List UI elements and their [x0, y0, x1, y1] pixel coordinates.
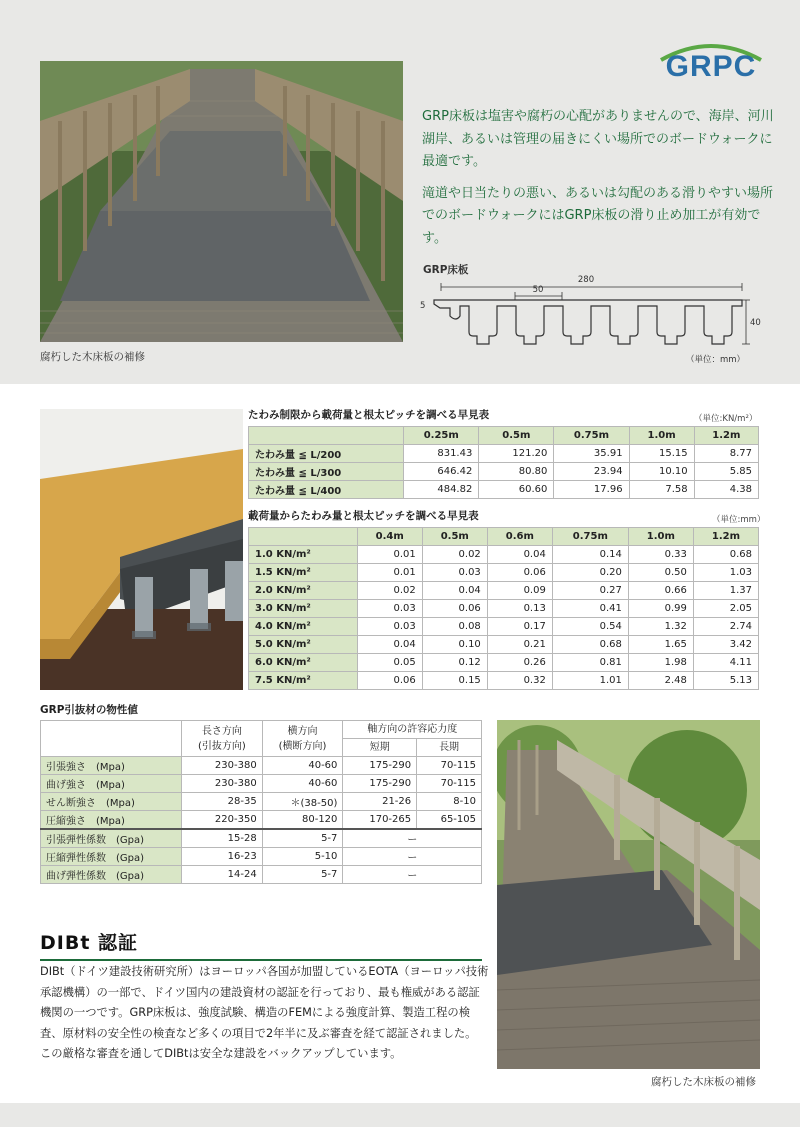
table-cell: 8.77: [694, 445, 758, 463]
table-cell: 5-7: [262, 866, 343, 884]
table-header-row: [249, 528, 759, 546]
table-cell: 80-120: [262, 811, 343, 830]
column-header: [249, 427, 404, 445]
table-cell: 7.58: [629, 481, 694, 499]
dibt-body: [40, 962, 490, 1065]
table-cell: 1.01: [552, 672, 628, 690]
bottom-photo-caption: 腐朽した木床板の補修: [651, 1076, 756, 1088]
table-row: [41, 866, 482, 884]
table-cell: 0.04: [487, 546, 552, 564]
intro-paragraph-2: 滝道や日当たりの悪い、あるいは勾配のある滑りやすい場所でのボードウォークにはGRP床板の滑り止め加工が有効です。: [422, 185, 774, 246]
table-cell: 15.15: [629, 445, 694, 463]
row-header: [41, 775, 182, 793]
table-row: [249, 445, 759, 463]
column-header: 0.75m: [554, 427, 629, 445]
row-header: [41, 793, 182, 811]
table-row: [249, 636, 759, 654]
table-cell: 17.96: [554, 481, 629, 499]
column-header: 0.5m: [422, 528, 487, 546]
row-header: [41, 848, 182, 866]
table-cell: 21-26: [343, 793, 417, 811]
table-cell: 80.80: [479, 463, 554, 481]
row-header: 5.0 KN/m²: [249, 636, 358, 654]
dibt-title: DIBt 認証: [40, 928, 482, 961]
grp-deck-photo: [40, 409, 243, 690]
table-cell: 646.42: [404, 463, 479, 481]
table-row: [249, 546, 759, 564]
property-unit: (Mpa): [96, 762, 125, 773]
table-cell: 60.60: [479, 481, 554, 499]
column-header: 0.75m: [552, 528, 628, 546]
table-cell: 10.10: [629, 463, 694, 481]
column-header: 0.6m: [487, 528, 552, 546]
table-row: [41, 775, 482, 793]
table-row: [249, 564, 759, 582]
table-cell: 65-105: [417, 811, 482, 830]
table-header-row: [249, 427, 759, 445]
table-cell: 0.08: [422, 618, 487, 636]
table-cell: 0.04: [357, 636, 422, 654]
column-header: 1.0m: [628, 528, 693, 546]
table-cell: 0.26: [487, 654, 552, 672]
property-unit: (Mpa): [96, 816, 125, 827]
table-row: [41, 848, 482, 866]
table-cell: 0.33: [628, 546, 693, 564]
table-cell: 484.82: [404, 481, 479, 499]
table-cell: 0.10: [422, 636, 487, 654]
table-cell: ー: [343, 848, 482, 866]
table-row: [249, 654, 759, 672]
bottom-band: [0, 1103, 800, 1127]
table-cell: 0.20: [552, 564, 628, 582]
table-cell: 35.91: [554, 445, 629, 463]
table-cell: 0.03: [422, 564, 487, 582]
table-cell: 0.12: [422, 654, 487, 672]
table-cell: 121.20: [479, 445, 554, 463]
table-row: [41, 757, 482, 775]
column-header: 0.4m: [357, 528, 422, 546]
load-deflection-table: [248, 527, 759, 690]
property-name: 曲げ弾性係数: [46, 871, 106, 882]
intro-text: [422, 106, 782, 259]
column-header: [249, 528, 358, 546]
table-cell: 1.03: [693, 564, 758, 582]
property-name: 曲げ強さ: [46, 780, 86, 791]
column-header: 0.25m: [404, 427, 479, 445]
boardwalk-photo-bottom: [497, 720, 760, 1069]
column-header: 0.5m: [479, 427, 554, 445]
table-cell: 8-10: [417, 793, 482, 811]
table-cell: 0.27: [552, 582, 628, 600]
table-cell: 5-7: [262, 829, 343, 848]
table-cell: ー: [343, 866, 482, 884]
property-name: 引張弾性係数: [46, 835, 106, 846]
table-cell: 23.94: [554, 463, 629, 481]
table-cell: 40-60: [262, 757, 343, 775]
table2-title: 載荷量からたわみ量と根太ピッチを調べる早見表: [248, 510, 479, 522]
row-header: たわみ量 ≦ L/400: [249, 481, 404, 499]
table-row: [249, 463, 759, 481]
table-cell: 0.01: [357, 564, 422, 582]
profile-unit: （単位：mm）: [686, 355, 746, 365]
property-unit: (Mpa): [96, 780, 125, 791]
table-cell: 220-350: [182, 811, 263, 830]
table-cell: 0.50: [628, 564, 693, 582]
profile-thickness-label: 5: [420, 301, 426, 311]
table-cell: 70-115: [417, 775, 482, 793]
table-cell: 70-115: [417, 757, 482, 775]
table-cell: 2.05: [693, 600, 758, 618]
property-name: せん断強さ: [46, 798, 96, 809]
row-header: 1.5 KN/m²: [249, 564, 358, 582]
table-cell: 170-265: [343, 811, 417, 830]
table-cell: 3.42: [693, 636, 758, 654]
table-cell: 0.02: [357, 582, 422, 600]
table-cell: 0.09: [487, 582, 552, 600]
table-cell: 15-28: [182, 829, 263, 848]
row-header: [41, 811, 182, 830]
column-header-long: 長さ方向 (引抜方向): [182, 721, 263, 757]
table-cell: 0.06: [422, 600, 487, 618]
empty-header: [41, 721, 182, 757]
table-cell: 2.48: [628, 672, 693, 690]
table-cell: 28-35: [182, 793, 263, 811]
table-cell: 0.13: [487, 600, 552, 618]
property-unit: (Gpa): [116, 835, 145, 846]
property-name: 圧縮弾性係数: [46, 853, 106, 864]
property-unit: (Mpa): [106, 798, 135, 809]
table-cell: 0.66: [628, 582, 693, 600]
table-cell: 230-380: [182, 757, 263, 775]
table-cell: 175-290: [343, 757, 417, 775]
table-row: [41, 829, 482, 848]
table-cell: 0.03: [357, 600, 422, 618]
table-cell: 40-60: [262, 775, 343, 793]
table-cell: 0.68: [552, 636, 628, 654]
column-header-short: 短期: [343, 739, 417, 757]
table-cell: 0.14: [552, 546, 628, 564]
column-header: 1.2m: [694, 427, 758, 445]
table-row: [249, 582, 759, 600]
column-header-allow: 軸方向の許容応力度: [343, 721, 482, 739]
row-header: 1.0 KN/m²: [249, 546, 358, 564]
boardwalk-photo-top: [40, 61, 403, 342]
table-cell: 0.15: [422, 672, 487, 690]
table-cell: 0.99: [628, 600, 693, 618]
table-cell: 0.03: [357, 618, 422, 636]
row-header: たわみ量 ≦ L/300: [249, 463, 404, 481]
table-cell: 0.21: [487, 636, 552, 654]
column-header-trans: 横方向 (横断方向): [262, 721, 343, 757]
table-cell: 0.02: [422, 546, 487, 564]
dibt-paragraph-2: この厳格な審査を通してDIBtは安全な建設をバックアップしています。: [40, 1047, 402, 1060]
table-cell: 4.38: [694, 481, 758, 499]
table-cell: 0.01: [357, 546, 422, 564]
grp-profile-diagram: [412, 270, 772, 352]
column-header-longterm: 長期: [417, 739, 482, 757]
table-cell: 0.81: [552, 654, 628, 672]
row-header: 7.5 KN/m²: [249, 672, 358, 690]
profile-title: GRP床板: [423, 264, 469, 276]
table-cell: ＊(38-50): [262, 793, 343, 811]
row-header: 4.0 KN/m²: [249, 618, 358, 636]
table-cell: 0.41: [552, 600, 628, 618]
table-cell: 1.37: [693, 582, 758, 600]
table-row: [41, 793, 482, 811]
row-header: 2.0 KN/m²: [249, 582, 358, 600]
table-cell: 1.98: [628, 654, 693, 672]
table1-title: たわみ制限から載荷量と根太ピッチを調べる早見表: [248, 409, 490, 421]
table2-unit: （単位:mm）: [712, 515, 766, 525]
table-row: [249, 672, 759, 690]
table-cell: 831.43: [404, 445, 479, 463]
table-cell: 14-24: [182, 866, 263, 884]
profile-width-label: 280: [577, 275, 595, 285]
grpc-logo: [655, 38, 767, 90]
table-cell: 0.17: [487, 618, 552, 636]
profile-pitch-label: 50: [532, 285, 544, 295]
table-cell: 0.05: [357, 654, 422, 672]
table-cell: 0.68: [693, 546, 758, 564]
property-unit: (Gpa): [116, 853, 145, 864]
table-cell: 2.74: [693, 618, 758, 636]
profile-height-label: 40: [750, 318, 761, 328]
table1-unit: （単位:KN/m²）: [694, 414, 758, 424]
row-header: 3.0 KN/m²: [249, 600, 358, 618]
table-cell: 5.13: [693, 672, 758, 690]
property-name: 圧縮強さ: [46, 816, 86, 827]
table-row: [41, 811, 482, 830]
property-name: 引張強さ: [46, 762, 86, 773]
grp-properties-table: [40, 720, 482, 884]
table-cell: 5-10: [262, 848, 343, 866]
table-cell: 0.04: [422, 582, 487, 600]
top-photo-caption: 腐朽した木床板の補修: [40, 351, 145, 363]
row-header: [41, 829, 182, 848]
table-cell: 16-23: [182, 848, 263, 866]
table-cell: 230-380: [182, 775, 263, 793]
property-unit: (Gpa): [116, 871, 145, 882]
column-header: 1.2m: [693, 528, 758, 546]
table-cell: 1.65: [628, 636, 693, 654]
table-cell: 0.32: [487, 672, 552, 690]
row-header: たわみ量 ≦ L/200: [249, 445, 404, 463]
table-cell: 0.06: [357, 672, 422, 690]
table-cell: ー: [343, 829, 482, 848]
table-cell: 1.32: [628, 618, 693, 636]
dibt-paragraph-1: DIBt（ドイツ建設技術研究所）はヨーロッパ各国が加盟しているEOTA（ヨーロッパ技術承認機構）の一部で、ドイツ国内の建設資材の認証を行っており、最も権威がある認証機関の一つです。GRP床板は、強度試験、構造のFEMによる強度計算、製造工程の検査、原材料の安全性の検査など多くの項目で2年半に及ぶ審査を経て認証されました。: [40, 965, 489, 1040]
table-row: [249, 481, 759, 499]
column-header: 1.0m: [629, 427, 694, 445]
row-header: 6.0 KN/m²: [249, 654, 358, 672]
table-row: [249, 600, 759, 618]
logo-text: GRPC: [665, 50, 757, 83]
props-title: GRP引抜材の物性値: [40, 704, 138, 716]
table-row: [249, 618, 759, 636]
table-cell: 0.06: [487, 564, 552, 582]
table-cell: 0.54: [552, 618, 628, 636]
deflection-limit-table: [248, 426, 759, 499]
table-cell: 175-290: [343, 775, 417, 793]
row-header: [41, 757, 182, 775]
intro-paragraph-1: GRP床板は塩害や腐朽の心配がありませんので、海岸、河川湖岸、あるいは管理の届きにくい場所でのボードウォークに最適です。: [422, 109, 774, 169]
row-header: [41, 866, 182, 884]
table-cell: 4.11: [693, 654, 758, 672]
table-header-row: [41, 721, 482, 739]
table-cell: 5.85: [694, 463, 758, 481]
